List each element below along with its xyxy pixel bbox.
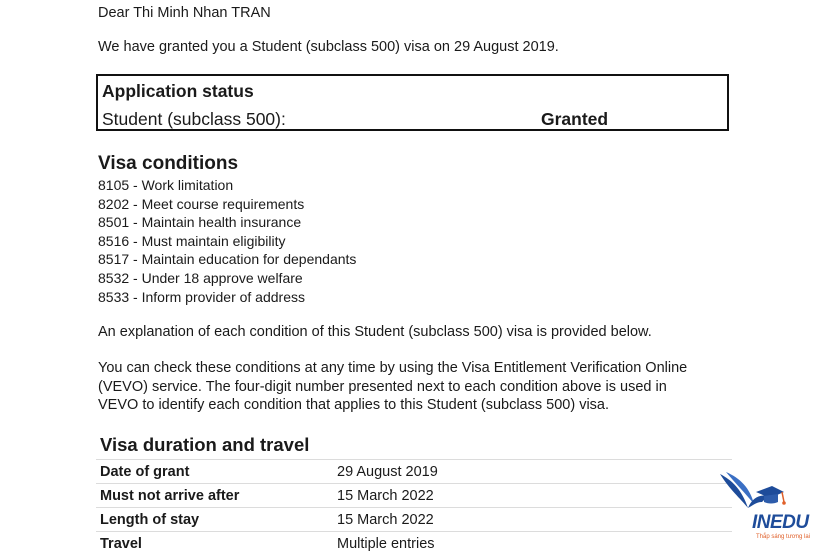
condition-item: 8516 - Must maintain eligibility xyxy=(98,232,286,249)
brand-edu: EDU xyxy=(770,512,809,533)
table-row xyxy=(96,460,732,484)
row-value: 29 August 2019 xyxy=(333,460,732,484)
condition-item: 8202 - Meet course requirements xyxy=(98,195,305,212)
row-key: Length of stay xyxy=(96,508,333,532)
row-key: Date of grant xyxy=(96,460,333,484)
condition-item: 8532 - Under 18 approve welfare xyxy=(98,269,303,286)
condition-item: 8533 - Inform provider of address xyxy=(98,288,305,305)
visa-duration-table xyxy=(96,459,732,555)
visa-subclass-label: Student (subclass 500): xyxy=(102,109,286,129)
greeting: Dear Thi Minh Nhan TRAN xyxy=(98,5,271,21)
application-status-box xyxy=(96,74,729,131)
row-value: Multiple entries xyxy=(333,532,732,556)
row-value: 15 March 2022 xyxy=(333,484,732,508)
vevo-paragraph xyxy=(98,359,738,415)
visa-conditions-title: Visa conditions xyxy=(98,153,239,174)
condition-item: 8501 - Maintain health insurance xyxy=(98,214,302,231)
condition-item: 8517 - Maintain education for dependants xyxy=(98,251,357,268)
brand-in: IN xyxy=(752,512,770,533)
visa-conditions-list xyxy=(98,176,356,306)
inedu-logo xyxy=(712,468,825,551)
vevo-line: VEVO to identify each condition that applies to this Student (subclass 500) visa. xyxy=(98,397,610,414)
table-row xyxy=(96,508,732,532)
row-key: Travel xyxy=(96,532,333,556)
condition-item: 8105 - Work limitation xyxy=(98,177,234,193)
row-value: 15 March 2022 xyxy=(333,508,732,532)
conditions-explanation: An explanation of each condition of this Student (subclass 500) visa is provided below. xyxy=(98,324,652,340)
brand-wordmark xyxy=(752,512,809,534)
granted-statement: We have granted you a Student (subclass 500) visa on 29 August 2019. xyxy=(98,39,559,55)
status-value: Granted xyxy=(541,109,609,129)
table-row xyxy=(96,532,732,556)
row-key: Must not arrive after xyxy=(96,484,333,508)
brand-tagline: Thắp sáng tương lai xyxy=(756,534,810,540)
vevo-line: You can check these conditions at any time by using the Visa Entitlement Verification Online xyxy=(98,360,688,376)
vevo-line: (VEVO) service. The four-digit number presented next to each condition above is used in xyxy=(98,378,667,395)
table-row xyxy=(96,484,732,508)
visa-duration-title: Visa duration and travel xyxy=(100,434,310,455)
application-status-title: Application status xyxy=(102,81,254,101)
